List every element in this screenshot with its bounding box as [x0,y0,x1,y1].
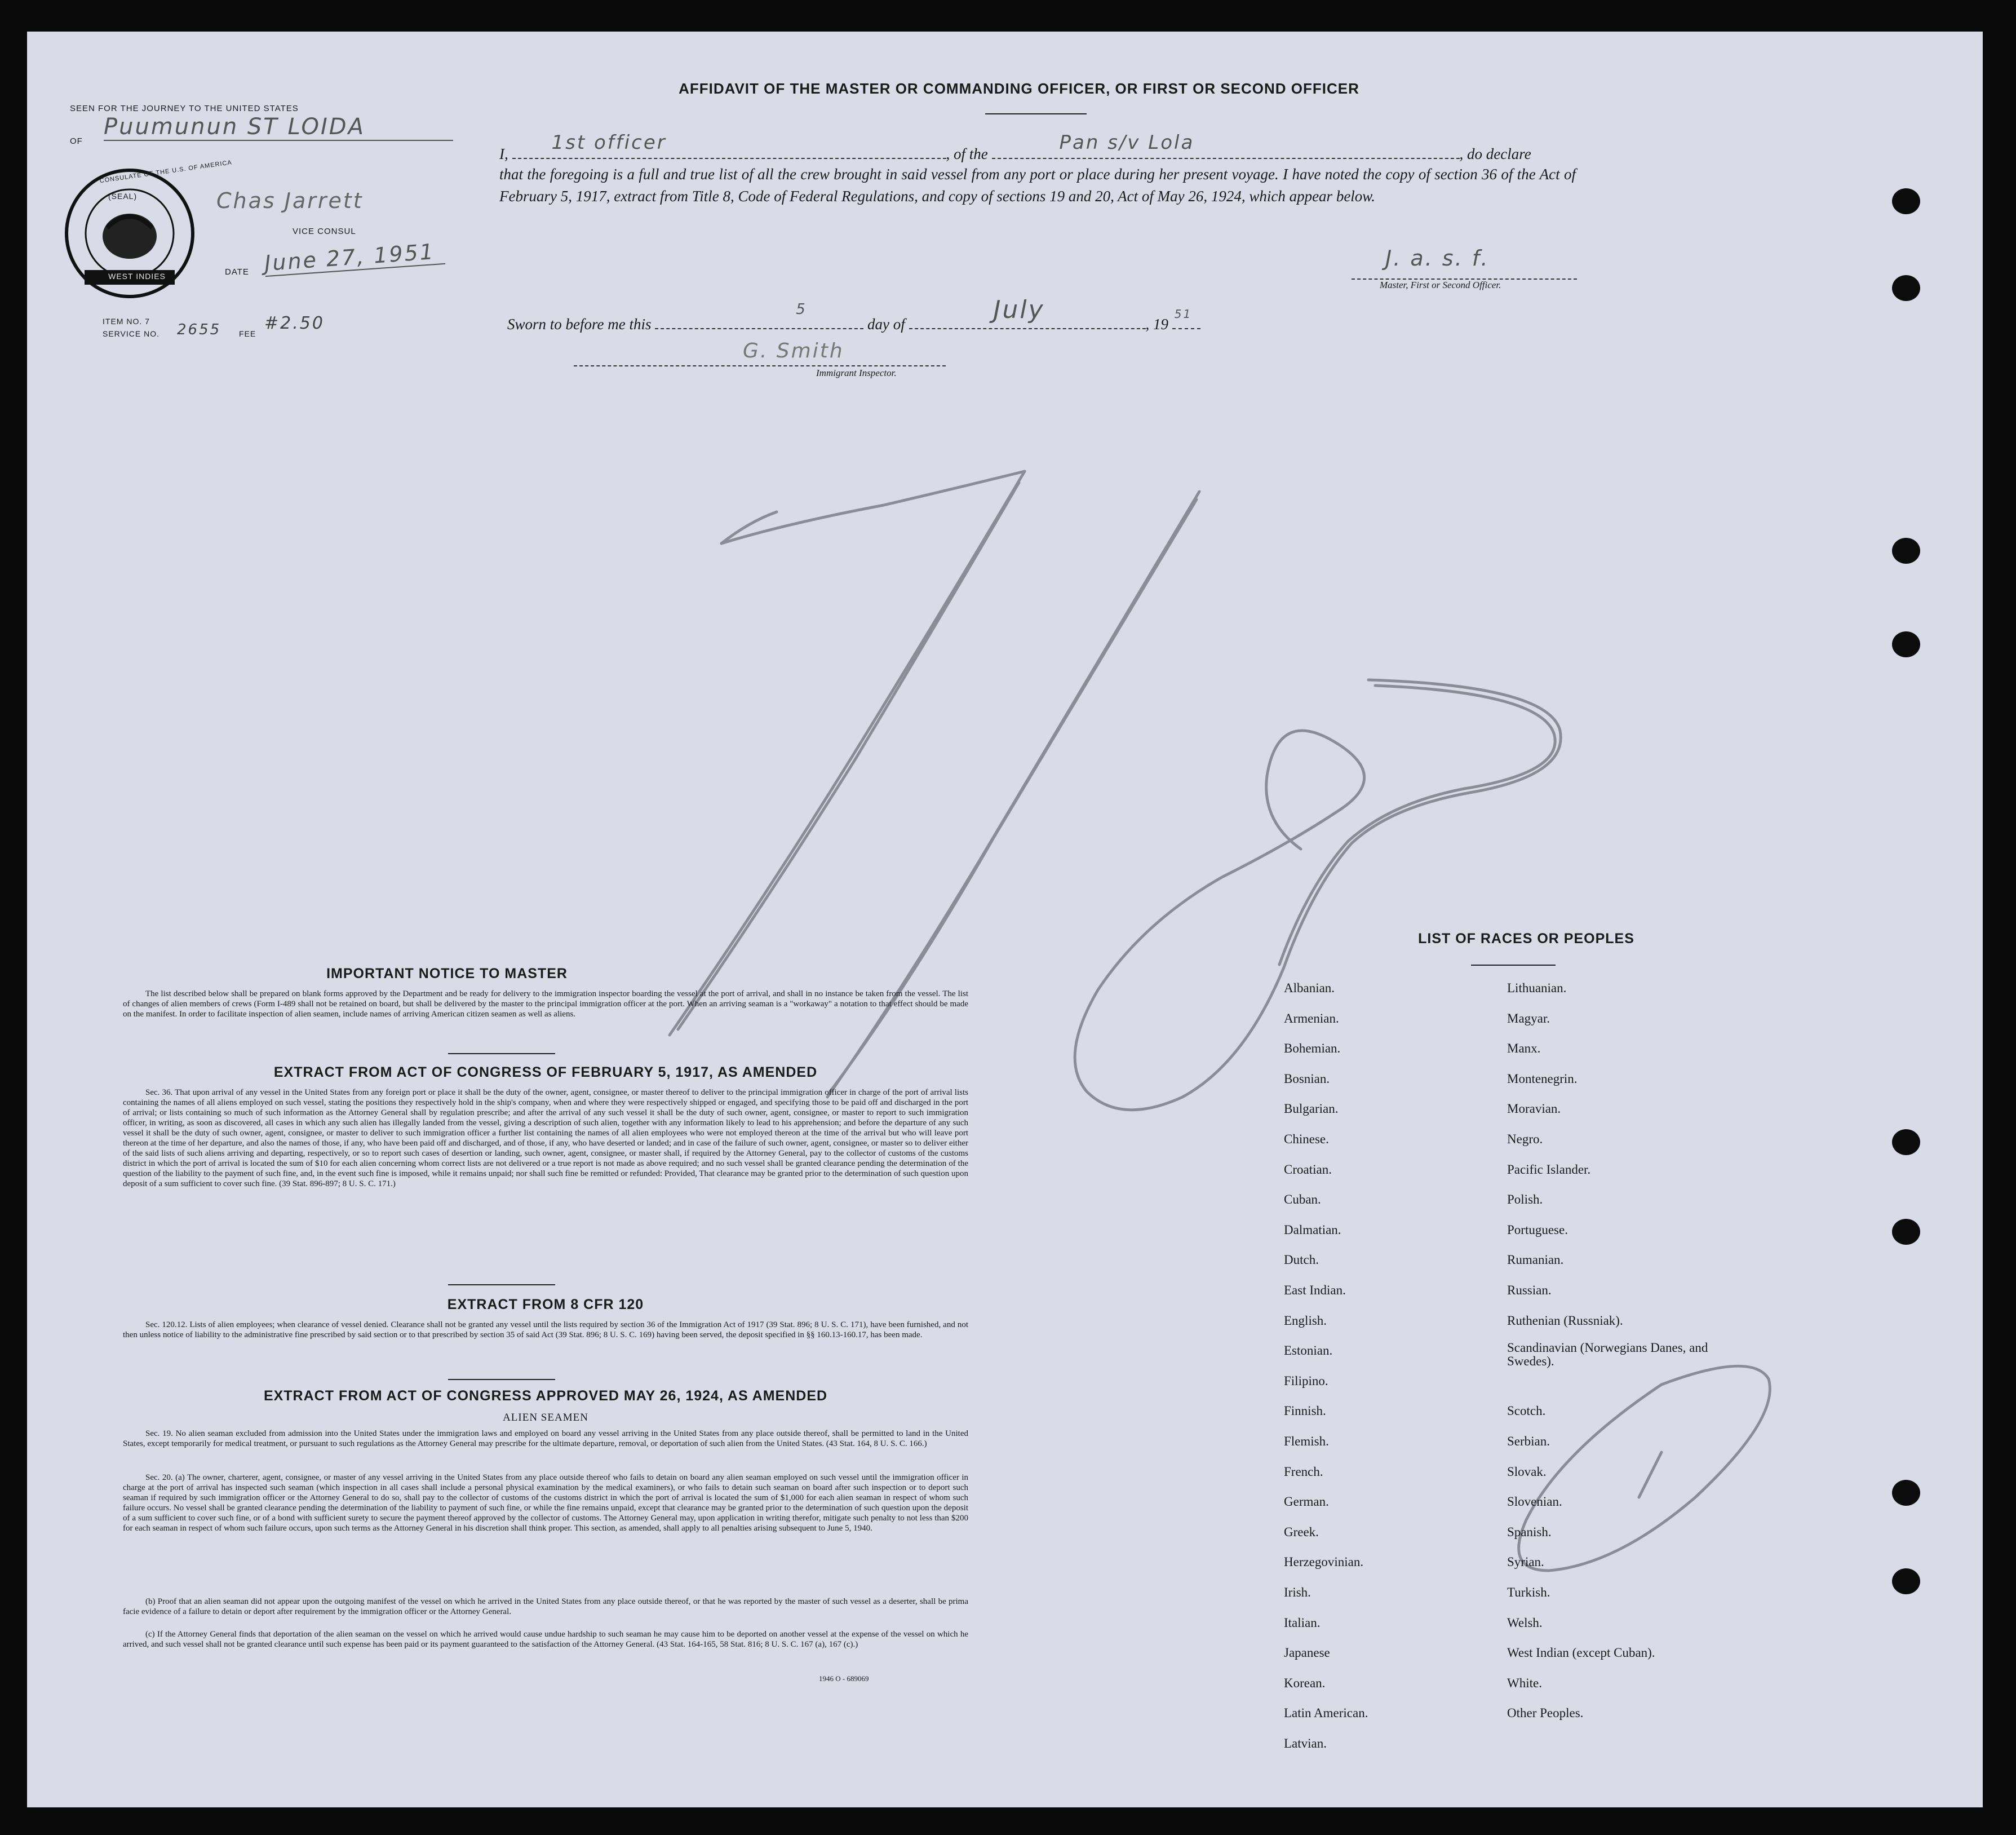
day-of-label: day of [867,316,905,333]
notice-body: The list described below shall be prepared on blank forms approved by the Department and be ready for delivery to the immigration inspector boarding the vessel at the port of arrival, and shall in no instance be taken from the vessel. The list of changes of alien members of crews (Form I-489 shall not be retained on board, but shall be delivered by the master to the principal immigration officer at the port. When an arriving seaman is a "workaway" a notation to that effect should be made on the manifest. In order to facilitate inspection of alien seamen, include names of arriving American citizen seamen as well as aliens. [123,989,968,1019]
extract-1917-title: EXTRACT FROM ACT OF CONGRESS OF FEBRUARY 5, 1917, AS AMENDED [273,1064,818,1080]
race-item: Estonian. [1284,1343,1333,1358]
seal-label: (SEAL) [108,192,138,201]
i-label: I, [499,145,508,162]
race-item: Turkish. [1507,1585,1550,1599]
race-item: Welsh. [1507,1615,1543,1630]
extract-1924-sec20b: (b) Proof that an alien seaman did not appear upon the outgoing manifest of the vessel on which he arrived in the United States from any place outside thereof, or that he was reported by the master of such vessel as a deserter, shall be prima facie evidence of a failure to detain or deport after requirement by the immigration officer or the Attorney General. [123,1597,968,1616]
race-item: East Indian. [1284,1283,1346,1297]
race-item: Italian. [1284,1615,1321,1630]
race-item: Finnish. [1284,1404,1326,1418]
notice-title: IMPORTANT NOTICE TO MASTER [326,966,568,981]
race-item: Croatian. [1284,1162,1332,1177]
affidavit-title: AFFIDAVIT OF THE MASTER OR COMMANDING OFFICER, OR FIRST OR SECOND OFFICER [679,80,1359,97]
race-item: Dutch. [1284,1253,1319,1267]
seal-ring-text: CONSULATE OF THE U.S. OF AMERICA [99,159,233,185]
race-item: German. [1284,1494,1329,1509]
sworn-label: Sworn to before me this [507,316,652,333]
race-item: Latvian. [1284,1736,1327,1750]
extract-1917-body: Sec. 36. That upon arrival of any vessel in the United States from any foreign port or place it shall be the duty of the owner, agent, consignee, or master thereof to deliver to the principal immigration officer in charge of the port of arrival lists containing the names of all aliens employed on such vessel, stating the positions they respectively hold in the ship's company, when and where they were respectively shipped or engaged, and specifying those to be paid off and discharged in the port of arrival; or lists containing so much of such information as the Attorney General shall by regulation prescribe; and after the arrival of any such vessel it shall be the duty of such owner, agent, consignee, or master to report to such immigration officer, in writing, as soon as discovered, all cases in which any such alien has illegally landed from the vessel, giving a description of such alien, together with any information likely to lead to his apprehension; and before the departure of any such vessel it shall be the duty of such owner, agent, consignee, or master to deliver to such immigration officer a further list containing the names of all alien employees who were not employed thereon at the time of the arrival but who will leave port thereon at the time of her departure, and also the names of those, if any, who have been paid off and discharged, and of those, if any, who have deserted or landed; and in case of the failure of such owner, agent, consignee, or master so to deliver either of the said lists of such aliens arriving and departing, respectively, or so to report such cases of desertion or landing, such owner, agent, consignee, or master shall, if required by the Attorney General, pay to the collector of customs of the customs district in which the port of arrival is located the sum of $10 for each alien concerning whom correct lists are not delivered or a true report is not made as above required; and no such vessel shall be granted clearance pending the determination of the question of the liability to the payment of such fine, and, in the event such fine is imposed, while it remains unpaid; nor shall such fine be remitted or refunded: Provided, That clearance may be granted prior to the determination of such question upon deposit of a sum sufficient to cover such fine. (39 Stat. 896-897; 8 U. S. C. 171.) [123,1088,968,1188]
race-item: Negro. [1507,1132,1543,1146]
race-item: Latin American. [1284,1706,1368,1721]
of-label: OF [70,136,83,146]
race-item: Slovak. [1507,1464,1547,1479]
race-item: Moravian. [1507,1102,1561,1116]
vice-consul-label: VICE CONSUL [293,227,356,236]
race-item: Serbian. [1507,1434,1550,1448]
seal-bottom-text: WEST INDIES [108,272,166,281]
date-label: DATE [225,267,249,277]
race-item: Manx. [1507,1041,1541,1056]
extract-1924-title: EXTRACT FROM ACT OF CONGRESS APPROVED MAY 26, 1924, AS AMENDED [263,1388,828,1404]
race-item: Bohemian. [1284,1041,1341,1056]
document-page [27,32,1983,1807]
race-item: Armenian. [1284,1011,1339,1025]
race-item: Greek. [1284,1524,1319,1539]
declare-label: , do declare [1459,145,1531,162]
race-item: Bulgarian. [1284,1102,1339,1116]
race-item: Rumanian. [1507,1253,1564,1267]
race-item: English. [1284,1313,1327,1328]
races-title-rule [1471,965,1556,966]
race-item: Scotch. [1507,1404,1546,1418]
race-item: Dalmatian. [1284,1222,1341,1237]
race-item: Scandinavian (Norwegians Danes, and Swedes). [1507,1341,1708,1369]
extract-1924-sec19: Sec. 19. No alien seaman excluded from admission into the United States under the immigration laws and employed on board any vessel arriving in the United States from any place outside thereof, shall be permitted to land in the United States, except temporarily for medical treatment, or pursuant to such regulations as the Attorney General may prescribe for the ultimate departure, removal, or deportation of such alien from the United States. (43 Stat. 164, 8 U. S. C. 166.) [123,1429,968,1448]
extract-cfr-body: Sec. 120.12. Lists of alien employees; when clearance of vessel denied. Clearance shall not be granted any vessel until the lists required by section 36 of the Immigration Act of 1917 (39 Stat. 896; 8 U. S. C. 171), have been furnished, and not then unless notice of liability to the administrative fine prescribed by said section or to that prescribed by section 35 of said Act (39 Stat. 896; 8 U. S. C. 169) having been served, the deposit specified in §§ 160.13-160.17, has been made. [123,1320,968,1339]
race-item: Portuguese. [1507,1222,1568,1237]
race-item: Chinese. [1284,1132,1329,1146]
race-item: Herzegovinian. [1284,1555,1364,1569]
race-item: Irish. [1284,1585,1311,1599]
race-item: Flemish. [1284,1434,1329,1448]
race-item: Filipino. [1284,1373,1328,1388]
year-prefix: , 19 [1145,316,1168,333]
inspector-value: G. Smith [743,339,844,362]
extract-cfr-title: EXTRACT FROM 8 CFR 120 [447,1297,644,1312]
race-item: Montenegrin. [1507,1071,1578,1086]
print-code: 1946 O - 689069 [819,1674,869,1683]
section-rule [448,1053,555,1054]
vessel-value: Pan s/v Lola [1059,131,1195,154]
race-item: Pacific Islander. [1507,1162,1591,1177]
race-item: Cuban. [1284,1192,1321,1207]
declaration-body: that the foregoing is a full and true list of all the crew brought in said vessel from any port or place during her present voyage. I have noted the copy of section 36 of the Act of February 5, 1917, extract from Title 8, Code of Federal Regulations, and copy of sections 19 and 20, Act of May 26, 1924, which appear below. [499,166,1576,205]
race-item: Albanian. [1284,981,1335,995]
race-item: French. [1284,1464,1323,1479]
race-item: Bosnian. [1284,1071,1330,1086]
of-the-label: , of the [946,145,988,162]
race-item: Spanish. [1507,1524,1552,1539]
race-item: Russian. [1507,1283,1552,1297]
extract-1924-sec20a: Sec. 20. (a) The owner, charterer, agent, consignee, or master of any vessel arriving in the United States from any place outside thereof who fails to detain on board any alien seaman employed on such vessel until the immigration officer in charge at the port of arrival has inspected such seaman (which inspection in all cases shall include a personal physical examination by the medical examiners), or who fails to detain such seaman on board after such inspection or to deport such seaman if required by such immigration officer or the Attorney General to do so, shall pay to the collector of customs of the customs district in which the port of arrival is located the sum of $1,000 for each alien seaman in respect of whom such failure occurs. No vessel shall be granted clearance pending the determination of the liability to payment of such fine, or while the fine remains unpaid, except that clearance may be granted prior to the determination of such question upon the deposit of a sum sufficient to cover such fine, or of a bond with sufficient surety to secure the payment thereof approved by the collector of customs. The Attorney General may, upon application in writing therefor, mitigate such penalty to not less than $200 for each seaman in respect of whom such failure occurs, upon such terms as the Attorney General in his discretion shall think proper. This section, as amended, shall apply to all penalties arising subsequent to June 5, 1940. [123,1473,968,1533]
extract-1924-subtitle: ALIEN SEAMEN [503,1412,588,1423]
race-item: Korean. [1284,1675,1326,1690]
fee-value: #2.50 [264,313,325,333]
race-item: Syrian. [1507,1555,1544,1569]
pencil-annotation [27,32,1983,1807]
sworn-month-value: July [993,295,1045,324]
race-item: Slovenian. [1507,1494,1562,1509]
section-rule [448,1379,555,1380]
fee-label: FEE [239,329,256,338]
races-title: LIST OF RACES OR PEOPLES [1418,931,1634,947]
consul-signature: Chas Jarrett [216,188,364,213]
year-value: 51 [1174,307,1193,321]
race-item: Lithuanian. [1507,981,1567,995]
stamp-date: June 27, 1951 [264,238,445,277]
race-item: Other Peoples. [1507,1706,1584,1721]
service-no-label: SERVICE NO. [103,329,159,338]
seen-line: SEEN FOR THE JOURNEY TO THE UNITED STATES [70,104,299,113]
of-handwritten: Puumunun ST LOIDA [104,114,453,141]
signer-caption: Master, First or Second Officer. [1380,280,1501,290]
item-number: ITEM NO. 7 [103,317,150,326]
race-item: White. [1507,1675,1542,1690]
race-item: Magyar. [1507,1011,1550,1025]
signer-value: J. a. s. f. [1385,246,1490,271]
officer-value: 1st officer [551,131,667,154]
race-item: Ruthenian (Russniak). [1507,1313,1623,1328]
service-no-value: 2655 [177,321,221,338]
race-item: Japanese [1284,1646,1330,1660]
extract-1924-sec20c: (c) If the Attorney General finds that deportation of the alien seaman on the vessel on which he arrived would cause undue hardship to such seaman he may cause him to be deported on another vessel at the expense of the vessel on which he arrived, and such vessel shall not be granted clearance until such expense has been paid or its payment guaranteed to the satisfaction of the Attorney General. (43 Stat. 164-165, 58 Stat. 816; 8 U. S. C. 167 (a), 167 (c).) [123,1630,968,1649]
inspector-caption: Immigrant Inspector. [816,368,897,378]
race-item: Polish. [1507,1192,1543,1207]
section-rule [448,1284,555,1285]
sworn-day-value: 5 [796,301,807,318]
race-item: West Indian (except Cuban). [1507,1646,1655,1660]
